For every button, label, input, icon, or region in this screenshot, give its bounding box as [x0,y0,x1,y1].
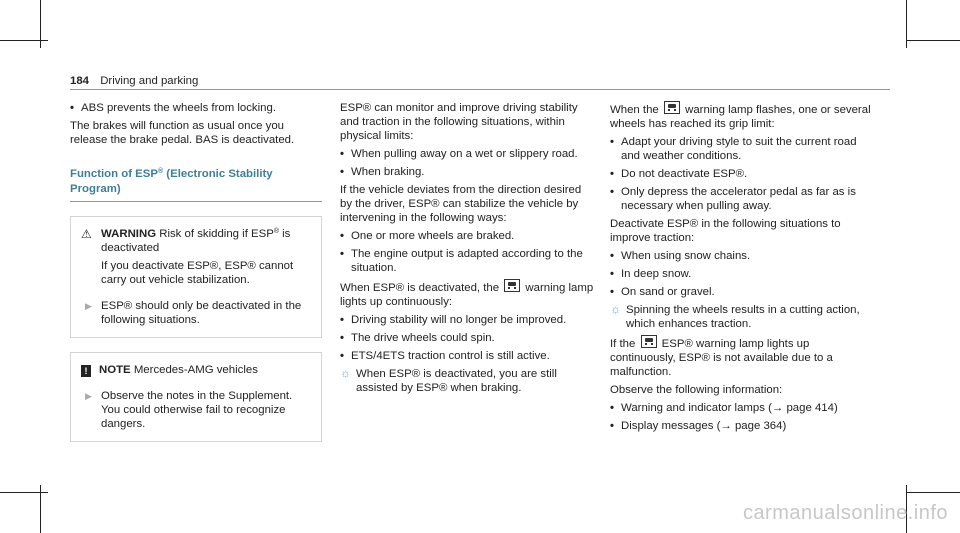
warning-box [70,216,322,338]
esp-warning-lamp-icon [641,335,657,348]
header-divider [70,89,890,90]
list-item: • The drive wheels could spin. [340,331,595,345]
note-step: ▶ Observe the notes in the Supplement. You could otherwise fail to recognize dangers. [85,390,293,430]
info-note: ☼ Spinning the wheels results in a cutting action, which enhances traction. [610,302,860,330]
list-item: • One or more wheels are braked. [340,229,595,243]
play-arrow-icon: ▶ [85,391,92,401]
warning-step: ▶ ESP® should only be deactivated in the following situations. [85,300,302,326]
list-item: • When braking. [340,165,595,179]
note-label: NOTE [99,364,131,376]
list-item: • Do not deactivate ESP®. [610,167,872,181]
page-reference-link[interactable]: • Display messages (→ page 364) [610,419,872,433]
list-item: • ETS/4ETS traction control is still active. [340,349,595,363]
note-heading: ! NOTE Mercedes-AMG vehicles [81,363,311,377]
warning-triangle-icon: ⚠ [81,227,92,241]
column-right [610,101,872,437]
section-divider [70,201,322,202]
list-item: • Driving stability will no longer be improved. [340,313,595,327]
info-lightbulb-icon: ☼ [610,302,621,316]
play-arrow-icon: ▶ [85,301,92,311]
crop-mark [906,492,960,493]
column-middle [340,101,595,399]
list-item: • Only depress the accelerator pedal as far as is necessary when pulling away. [610,185,872,213]
esp-off-warning-lamp-icon [504,279,520,292]
page-header [70,74,198,88]
crop-mark [0,492,48,493]
page-reference-link[interactable]: • Warning and indicator lamps (→ page 414) [610,401,872,415]
paragraph: If the ESP® warning lamp lights up continuously, ESP® is not available due to a malfunction. [610,335,872,379]
page-number: 184 [70,75,90,87]
section-name: Driving and parking [100,75,199,87]
exclamation-icon: ! [81,365,91,377]
list-item: • ABS prevents the wheels from locking. [70,101,322,115]
esp-warning-lamp-icon [664,101,680,114]
list-item: • On sand or gravel. [610,285,872,299]
section-title: Function of ESP® (Electronic Stability Program) [70,168,273,195]
list-item: • The engine output is adapted according to the situation. [340,247,595,275]
paragraph: Observe the following information: [610,384,783,396]
paragraph: If the vehicle deviates from the direction desired by the driver, ESP® can stabilize the vehicle by intervening in the following ways: [340,184,582,224]
info-note: ☼ When ESP® is deactivated, you are still assisted by ESP® when braking. [340,366,557,394]
list-item: • When using snow chains. [610,249,872,263]
column-left [70,101,322,456]
crop-mark [906,40,960,41]
paragraph: ESP® can monitor and improve driving stability and traction in the following situations, within physical limits: [340,102,578,142]
paragraph: When the warning lamp flashes, one or several wheels has reached its grip limit: [610,101,872,131]
warning-label: WARNING [101,228,157,240]
info-lightbulb-icon: ☼ [340,366,351,380]
list-item: • When pulling away on a wet or slippery road. [340,147,595,161]
paragraph: When ESP® is deactivated, the warning lamp lights up continuously: [340,279,595,309]
crop-mark [0,40,48,41]
watermark: carmanualsonline.info [742,502,948,524]
note-box [70,352,322,442]
paragraph: The brakes will function as usual once you release the brake pedal. BAS is deactivated. [70,120,295,146]
paragraph: Deactivate ESP® in the following situations to improve traction: [610,218,841,244]
warning-body: If you deactivate ESP®, ESP® cannot carry out vehicle stabilization. [101,260,294,286]
list-item: • In deep snow. [610,267,872,281]
list-item: • Adapt your driving style to suit the current road and weather conditions. [610,135,872,163]
warning-heading: ⚠ WARNING Risk of skidding if ESP® is deactivated [81,227,291,254]
